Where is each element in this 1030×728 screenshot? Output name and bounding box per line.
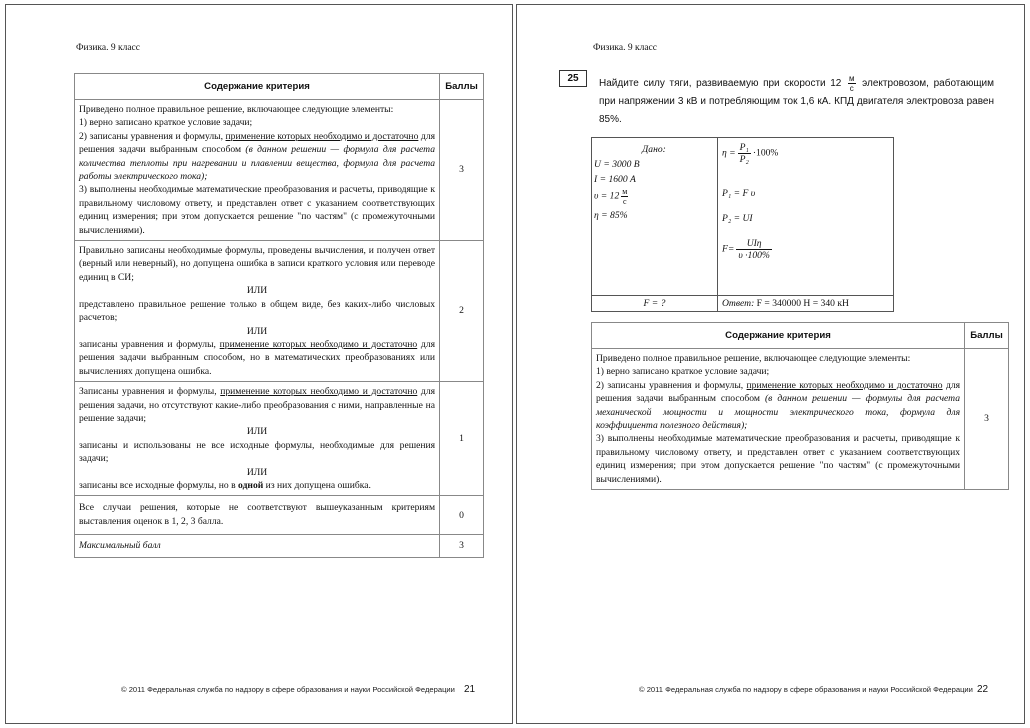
fraction — [736, 238, 772, 261]
text-span: ·100% — [752, 147, 779, 159]
table-header-row — [592, 323, 1009, 349]
underlined-text: применение которых необходимо и достаточно — [746, 379, 943, 391]
text-span: для решения задачи выбранным способом, но в математических преобразованиях или вычислениях допущена ошибка. — [79, 338, 436, 377]
or-separator: ИЛИ — [246, 325, 268, 337]
text-span: для решения задачи выбранным способом — [596, 379, 961, 405]
given-voltage: U = 3000 В — [594, 159, 640, 170]
unit-numerator: м — [622, 187, 628, 196]
task-text — [599, 74, 994, 129]
table-header-row — [75, 74, 484, 100]
formula-elec-power: P₂ = UI — [722, 213, 753, 224]
answer-value: F = 340000 Н = 340 кН — [754, 298, 849, 309]
score-cell: 0 — [440, 496, 484, 535]
italic-text: (в данном решении — формулы для расчета механической мощности и мощности электрического тока, формула для коэффициента полезного действия); — [596, 393, 961, 432]
denominator: υ ·100% — [738, 250, 770, 261]
criteria-intro: Приведено полное правильное решение, включающее следующие элементы: — [596, 353, 911, 364]
criteria-table — [74, 73, 484, 558]
underlined-text: применение которых необходимо и достаточно — [220, 386, 418, 398]
criteria-table — [591, 322, 1009, 490]
criteria-cell — [75, 382, 440, 496]
table-row — [75, 241, 484, 382]
page-footer: © 2011 Федеральная служба по надзору в сфере образования и науки Российской Федерации — [121, 685, 455, 694]
or-separator: ИЛИ — [246, 285, 268, 297]
page-header: Физика. 9 класс — [593, 43, 657, 53]
column-header-points: Баллы — [965, 323, 1009, 349]
score-cell: 1 — [440, 382, 484, 496]
text-span: υ = 12 — [594, 190, 620, 202]
text-span: записаны все исходные формулы, но в — [79, 479, 239, 491]
criteria-paragraph — [79, 385, 435, 425]
divider — [717, 138, 718, 311]
unit-fraction — [621, 187, 628, 206]
task-text-part: электровозом, работающим при напряжении 3 кВ и потребляющим ток 1,6 кА. КПД двигателя электровоза равен 85%. — [599, 78, 995, 126]
task-number: 25 — [559, 70, 587, 87]
formula-efficiency — [722, 142, 778, 165]
criteria-cell — [592, 349, 965, 490]
page-21 — [5, 4, 513, 724]
criteria-item — [79, 130, 435, 184]
score-cell: 3 — [440, 100, 484, 241]
text-span: 2) записаны уравнения и формулы, — [79, 130, 226, 142]
page-footer: © 2011 Федеральная служба по надзору в сфере образования и науки Российской Федерации — [639, 685, 973, 694]
criteria-cell — [75, 241, 440, 382]
table-row — [75, 496, 484, 535]
or-separator: ИЛИ — [246, 426, 268, 438]
table-row — [75, 100, 484, 241]
or-separator: ИЛИ — [246, 466, 268, 478]
column-header-criteria: Содержание критерия — [592, 323, 965, 349]
text-span: 2) записаны уравнения и формулы, — [596, 379, 747, 391]
criteria-paragraph — [79, 479, 435, 492]
numerator: P₁ — [739, 142, 749, 153]
task-text-part: Найдите силу тяги, развиваемую при скорости 12 — [599, 78, 842, 90]
criteria-cell — [75, 100, 440, 241]
criteria-cell: Все случаи решения, которые не соответствуют вышеуказанным критериям выставления оценок в 1, 2, 3 балла. — [75, 496, 440, 535]
text-span: для решения задачи, но отсутствуют какие-либо преобразования с ними, направленные на решение задачи; — [79, 386, 436, 424]
table-row — [592, 349, 1009, 490]
underlined-text: применение которых необходимо и достаточно — [225, 130, 419, 142]
max-score-label: Максимальный балл — [75, 535, 440, 557]
page-header: Физика. 9 класс — [76, 43, 140, 53]
italic-text: (в данном решении — формула для расчета количества теплоты при нагревании и плавлении вещества, формула для расчета работы электрического тока); — [79, 144, 436, 183]
underlined-text: применение которых необходимо и достаточно — [219, 338, 418, 350]
criteria-paragraph — [79, 338, 435, 378]
bold-text: одной — [238, 479, 264, 491]
column-header-points: Баллы — [440, 74, 484, 100]
text-span: записаны уравнения и формулы, — [79, 338, 220, 350]
page-number: 21 — [464, 684, 476, 695]
answer — [722, 298, 892, 309]
criteria-intro: Приведено полное правильное решение, включающее следующие элементы: — [79, 104, 394, 115]
criteria-paragraph: записаны и использованы не все исходные формулы, необходимые для решения задачи; — [79, 439, 436, 465]
text-span: F= — [722, 243, 735, 255]
given-current: I = 1600 А — [594, 174, 636, 185]
table-row — [75, 535, 484, 557]
text-span: из них допущена ошибка. — [263, 479, 371, 491]
criteria-item: 3) выполнены необходимые математические преобразования и расчеты, приводящие к правильному числовому ответу, и представлен ответ с указанием соответствующих единиц измерения; при этом допускается решение "по частям" (с промежуточными вычислениями). — [79, 184, 436, 236]
score-cell: 2 — [440, 241, 484, 382]
answer-label: Ответ: — [722, 298, 755, 309]
find-value: F = ? — [643, 298, 666, 309]
table-row — [75, 382, 484, 496]
text-span: Записаны уравнения и формулы, — [79, 386, 221, 398]
score-cell: 3 — [440, 535, 484, 557]
column-header-criteria: Содержание критерия — [75, 74, 440, 100]
given-title: Дано: — [642, 144, 666, 155]
criteria-item — [596, 379, 960, 433]
fraction — [738, 142, 751, 165]
numerator: UIη — [736, 238, 772, 250]
page-number: 22 — [977, 684, 989, 695]
unit-numerator: м — [849, 74, 855, 83]
criteria-item: 1) верно записано краткое условие задачи; — [79, 117, 253, 129]
unit-fraction — [848, 74, 856, 93]
criteria-item: 1) верно записано краткое условие задачи; — [596, 366, 770, 378]
criteria-paragraph: Правильно записаны необходимые формулы, проведены вычисления, и получен ответ (верный или неверный), но допущена ошибка в записи краткого условия или переводе единиц в СИ; — [79, 245, 436, 283]
formula-force — [722, 238, 774, 261]
divider — [592, 295, 893, 296]
unit-denominator: с — [623, 197, 627, 206]
criteria-item: 3) выполнены необходимые математические преобразования и расчеты, приводящие к правильному числовому ответу, и представлен ответ с указанием соответствующих единиц измерения; при этом допускается решение "по частям" (с промежуточными вычислениями). — [596, 433, 961, 485]
text-span: η = — [722, 147, 736, 159]
unit-denominator: с — [849, 84, 854, 93]
solution-box — [591, 137, 894, 312]
text-span: для решения задачи выбранным способом — [79, 130, 436, 156]
given-efficiency: η = 85% — [594, 210, 628, 221]
given-block — [594, 142, 714, 223]
given-speed — [594, 187, 714, 206]
criteria-paragraph: представлено правильное решение только в общем виде, без каких-либо числовых расчетов; — [79, 298, 436, 324]
formula-mech-power: P₁ = F υ — [722, 188, 756, 199]
page-22 — [516, 4, 1025, 724]
score-cell: 3 — [965, 349, 1009, 490]
denominator: P₂ — [739, 154, 749, 165]
